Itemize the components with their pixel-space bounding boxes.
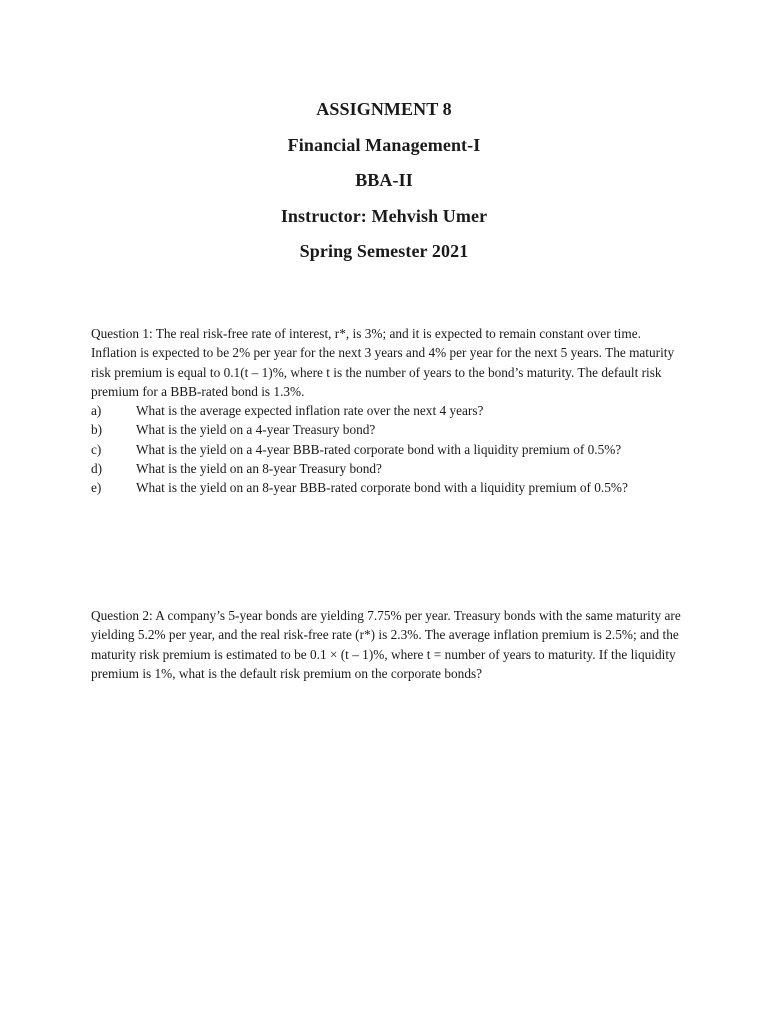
part-marker: d) <box>91 461 103 477</box>
part-text: What is the yield on an 8-year BBB-rated corporate bond with a liquidity premium of 0.5%? <box>136 480 628 496</box>
part-text: What is the average expected inflation rate over the next 4 years? <box>136 403 484 419</box>
part-text: What is the yield on a 4-year BBB-rated corporate bond with a liquidity premium of 0.5%? <box>136 441 622 457</box>
question-1-text: Question 1: The real risk-free rate of interest, r*, is 3%; and it is expected to remain constant over time. Inflation is expected to be 2% per year for the next 3 years and 4% per year for the next 5 years. The maturity risk premium is equal to 0.1(t – 1)%, where t is the number of years to the bond’s maturity. The default risk premium for a BBB-rated bond is 1.3%. <box>91 326 675 399</box>
question-1-part-c <box>91 440 681 459</box>
document-header <box>0 92 768 270</box>
part-marker: a) <box>91 403 102 419</box>
course-name: Financial Management-I <box>287 134 481 155</box>
question-1-part-a <box>91 401 681 420</box>
question-1-part-d <box>91 459 681 478</box>
question-2-text: Question 2: A company’s 5-year bonds are yielding 7.75% per year. Treasury bonds with the same maturity are yielding 5.2% per year, and the real risk-free rate (r*) is 2.3%. The average inflation premium is 2.5%; and the maturity risk premium is estimated to be 0.1 × (t – 1)%, where t = number of years to maturity. If the liquidity premium is 1%, what is the default risk premium on the corporate bonds? <box>91 608 681 681</box>
question-1-parts <box>91 401 681 497</box>
assignment-title: ASSIGNMENT 8 <box>316 99 452 119</box>
part-text: What is the yield on an 8-year Treasury bond? <box>136 461 382 477</box>
instructor-name: Instructor: Mehvish Umer <box>280 205 488 226</box>
part-marker: b) <box>91 422 103 438</box>
part-text: What is the yield on a 4-year Treasury bond? <box>136 422 376 438</box>
semester-name: Spring Semester 2021 <box>299 241 469 261</box>
question-1 <box>91 324 681 498</box>
part-marker: e) <box>91 480 102 496</box>
question-1-part-e <box>91 478 681 497</box>
program-name: BBA-II <box>355 170 413 190</box>
part-marker: c) <box>91 441 102 457</box>
question-1-part-b <box>91 420 681 439</box>
question-2 <box>91 606 681 683</box>
